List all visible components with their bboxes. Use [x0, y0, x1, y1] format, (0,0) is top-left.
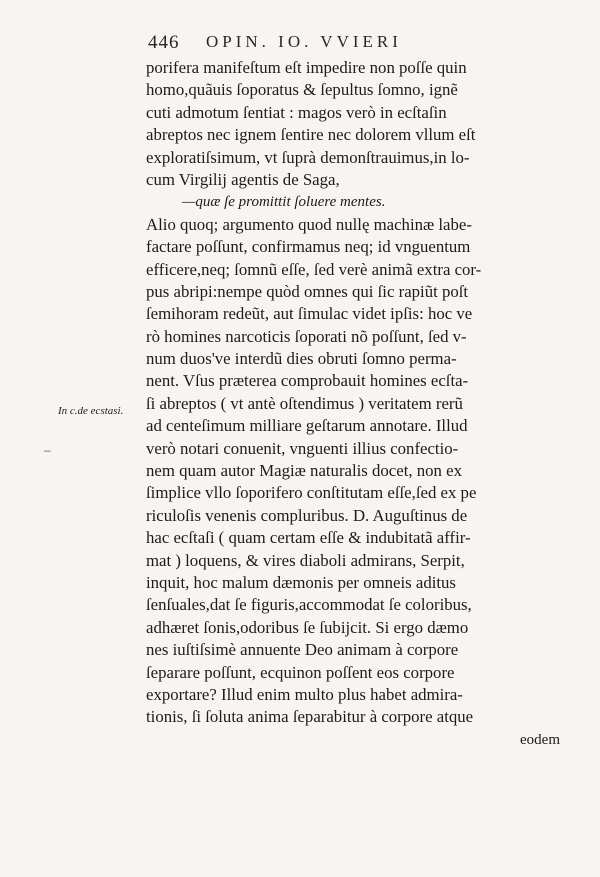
- text-line: nem quam autor Magiæ naturalis docet, non ex: [146, 461, 462, 481]
- page-number: 446: [148, 32, 180, 53]
- text-line: adhæret ſonis,odoribus ſe ſubijcit. Si ergo dæmo: [146, 617, 469, 637]
- text-line: abreptos nec ignem ſentire nec dolorem vllum eſt: [146, 125, 476, 145]
- text-line: tionis, ſi ſoluta anima ſeparabitur à corpore atque: [146, 707, 474, 727]
- body-text: [146, 57, 572, 751]
- text-line: efficere,neq; ſomnũ eſſe, ſed verè animã extra cor-: [146, 259, 482, 279]
- text-line: porifera manifeſtum eſt impedire non poſſe quin: [146, 58, 467, 77]
- text-line: verò notari conuenit, vnguenti illius confectio-: [146, 438, 459, 458]
- running-head: OPIN. IO. VVIERI: [206, 32, 402, 51]
- marginal-mark: –: [44, 443, 51, 457]
- text-line: nes iuſtiſsimè annuente Deo animam à corpore: [146, 640, 459, 660]
- text-line: rò homines narcoticis ſoporati nõ poſſunt, ſed v-: [146, 326, 467, 346]
- text-line: mat ) loquens, & vires diaboli admirans, Serpit,: [146, 550, 465, 570]
- text-line: homo,quãuis ſoporatus & ſepultus ſomno, ignẽ: [146, 80, 458, 100]
- page-header: [148, 32, 578, 54]
- verse-quotation: —quæ ſe promittit ſoluere mentes.: [182, 194, 386, 211]
- text-line: hac ecſtaſi ( quam certam eſſe & indubitatã affir-: [146, 528, 471, 548]
- text-line: exploratiſsimum, vt ſuprà demonſtrauimus,in lo-: [146, 147, 470, 167]
- text-line: exportare? Illud enim multo plus habet admira-: [146, 684, 463, 704]
- text-line: ſenſuales,dat ſe figuris,accommodat ſe coloribus,: [146, 595, 472, 615]
- text-line: factare poſſunt, confirmamus neq; id vnguentum: [146, 237, 471, 257]
- text-line: Alio quoq; argumento quod nullę machinæ labe-: [146, 214, 472, 234]
- text-line: ſeparare poſſunt, ecquinon poſſent eos corpore: [146, 662, 455, 682]
- text-line: ſi abreptos ( vt antè oſtendimus ) veritatem rerũ: [146, 393, 463, 413]
- marginal-note: In c.de ecstasi.: [58, 405, 124, 417]
- catchword: eodem: [520, 731, 560, 748]
- text-line: cum Virgilij agentis de Saga,: [146, 169, 340, 189]
- text-line: nent. Vſus præterea comprobauit homines ecſta-: [146, 371, 469, 391]
- text-line: ſemihoram redeũt, aut ſimulac videt ipſis: hoc ve: [146, 304, 473, 324]
- text-line: pus abripi:nempe quòd omnes qui ſic rapiũt poſt: [146, 281, 469, 301]
- text-line: inquit, hoc malum dæmonis per omneis aditus: [146, 572, 456, 592]
- text-line: riculoſis venenis compluribus. D. Auguſtinus de: [146, 505, 468, 525]
- text-line: num duos've interdũ dies obruti ſomno perma-: [146, 349, 457, 369]
- text-line: cuti admotum ſentiat : magos verò in ecſtaſin: [146, 102, 447, 122]
- text-line: ad centeſimum milliare geſtarum annotare. Illud: [146, 416, 468, 436]
- text-line: ſimplice vllo ſoporifero conſtitutam eſſe,ſed ex pe: [146, 483, 477, 503]
